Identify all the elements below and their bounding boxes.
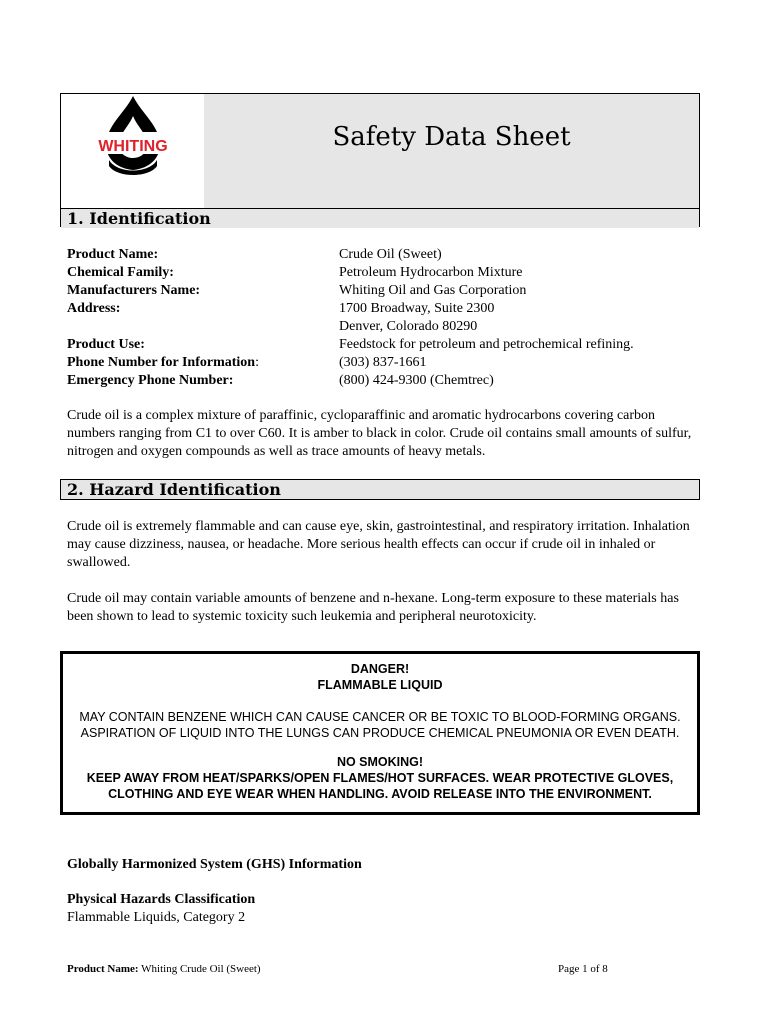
section-2-bar: [60, 479, 700, 500]
field-label: Chemical Family:: [67, 265, 174, 280]
no-smoking-statement: NO SMOKING!: [336, 755, 424, 769]
field-value: 1700 Broadway, Suite 2300: [339, 301, 495, 316]
section-1-heading: 1. Identification: [67, 209, 211, 228]
logo-text: WHITING: [98, 138, 168, 155]
hazard-paragraph-2: Crude oil may contain variable amounts of benzene and n-hexane. Long-term exposure to these materials has been shown to lead to systemic toxicity such leukemia and peripheral neurotoxicity.: [67, 591, 679, 624]
danger-warning-box: [60, 651, 700, 815]
field-value: Petroleum Hydrocarbon Mixture: [339, 265, 523, 280]
page-number: Page 1 of 8: [558, 963, 608, 975]
field-value: Crude Oil (Sweet): [339, 247, 442, 262]
field-label: Emergency Phone Number:: [67, 373, 234, 388]
field-value: Denver, Colorado 80290: [339, 319, 478, 334]
physical-hazards-title: Physical Hazards Classification: [67, 892, 256, 907]
identification-description: Crude oil is a complex mixture of paraffinic, cycloparaffinic and aromatic hydrocarbons covering carbon numbers ranging from C1 to over C60. It is amber to black in color. Crude oil contains small amounts of sulfur, nitrogen and oxygen compounds as well as trace amounts of heavy metals.: [67, 408, 692, 459]
field-label-text: Phone Number for Information: [67, 355, 256, 370]
field-label: Product Name:: [67, 247, 159, 262]
field-label: [67, 354, 259, 372]
hazard-statement: FLAMMABLE LIQUID: [317, 678, 443, 692]
footer-product: [67, 963, 261, 975]
signal-word: DANGER!: [350, 662, 410, 676]
sds-header: [60, 93, 700, 227]
precaution-line: CLOTHING AND EYE WEAR WHEN HANDLING. AVOID RELEASE INTO THE ENVIRONMENT.: [108, 787, 652, 801]
field-label: Product Use:: [67, 337, 145, 352]
field-value: (800) 424-9300 (Chemtrec): [339, 373, 494, 388]
whiting-logo: [81, 94, 185, 202]
warning-line: ASPIRATION OF LIQUID INTO THE LUNGS CAN PRODUCE CHEMICAL PNEUMONIA OR EVEN DEATH.: [80, 726, 680, 740]
section-2-heading: 2. Hazard Identification: [67, 480, 281, 499]
field-label: Address:: [67, 301, 121, 316]
field-label: Manufacturers Name:: [67, 283, 201, 298]
field-value: (303) 837-1661: [339, 355, 427, 370]
footer-product-label: Product Name:: [67, 963, 139, 975]
document-title: Safety Data Sheet: [332, 122, 571, 152]
field-label-colon: :: [255, 355, 259, 370]
physical-hazards-value: Flammable Liquids, Category 2: [67, 910, 246, 925]
hazard-paragraph-1: Crude oil is extremely flammable and can cause eye, skin, gastrointestinal, and respiratory irritation. Inhalation may cause dizziness, nausea, or headache. More serious health effects can occur if crude oil in inhaled or swallowed.: [67, 519, 690, 570]
footer-product-value: Whiting Crude Oil (Sweet): [138, 963, 261, 975]
warning-line: MAY CONTAIN BENZENE WHICH CAN CAUSE CANCER OR BE TOXIC TO BLOOD-FORMING ORGANS.: [79, 710, 681, 724]
field-value: Feedstock for petroleum and petrochemical refining.: [339, 337, 634, 352]
section-1-bar: [61, 208, 699, 228]
title-cell: [204, 94, 699, 208]
field-value: Whiting Oil and Gas Corporation: [339, 283, 527, 298]
ghs-title: Globally Harmonized System (GHS) Information: [67, 857, 362, 872]
logo-cell: [61, 94, 205, 208]
precaution-line: KEEP AWAY FROM HEAT/SPARKS/OPEN FLAMES/HOT SURFACES. WEAR PROTECTIVE GLOVES,: [86, 771, 674, 785]
